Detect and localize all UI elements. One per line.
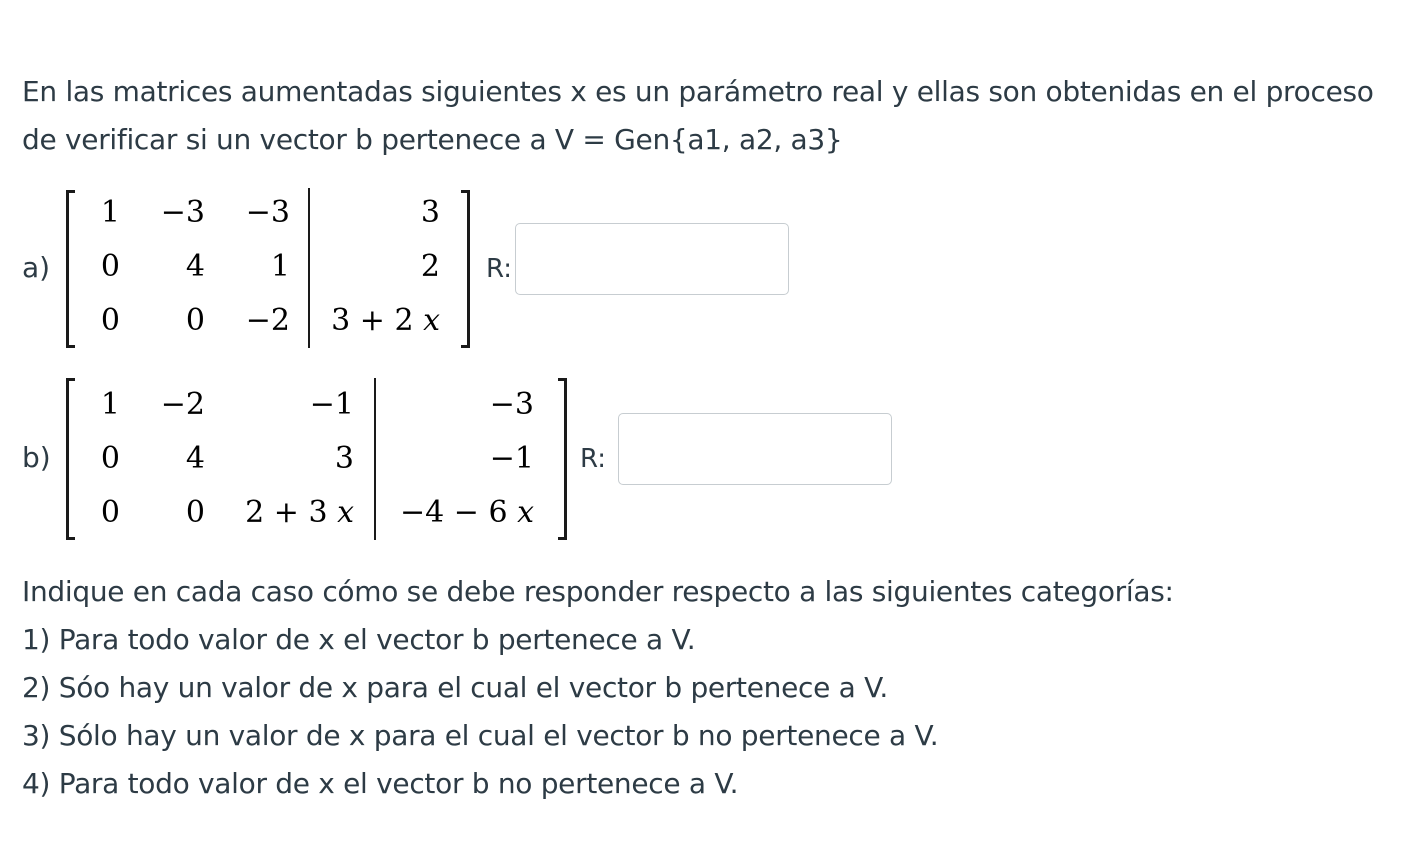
matrix-b-cell: −1: [489, 441, 534, 476]
matrix-a-cell: 4: [185, 249, 205, 284]
problem-statement: [22, 68, 1392, 164]
matrix-a-cell: 0: [100, 249, 120, 284]
matrix-b-cell: −1: [309, 387, 354, 422]
matrix-b-cell: 0: [100, 441, 120, 476]
matrix-a-augment-divider: [308, 188, 310, 348]
matrix-b-right-bracket: [558, 378, 567, 540]
matrix-a-cell: 2: [420, 249, 440, 284]
problem-a-label: a): [22, 251, 51, 284]
matrix-a-cell: 1: [270, 249, 290, 284]
matrix-a-cell: −3: [245, 195, 290, 230]
matrix-b-augment-divider: [374, 378, 376, 540]
matrix-b-cell: −2: [160, 387, 205, 422]
category-option-2: 2) Sóo hay un valor de x para el cual el vector b pertenece a V.: [22, 671, 888, 704]
instructions-heading: Indique en cada caso cómo se debe responder respecto a las siguientes categorías:: [22, 575, 1174, 608]
matrix-a-cell: 3 + 2 x: [331, 303, 440, 338]
matrix-a-cell: 1: [100, 195, 120, 230]
matrix-b-cell: −4 − 6 x: [399, 495, 534, 530]
matrix-a-cell: 0: [185, 303, 205, 338]
problem-b-label: b): [22, 441, 51, 474]
category-option-1: 1) Para todo valor de x el vector b pertenece a V.: [22, 623, 696, 656]
answer-a-input[interactable]: [515, 223, 789, 295]
intro-line-1: En las matrices aumentadas siguientes x es un parámetro real y ellas son obtenidas en el proceso: [22, 75, 1374, 108]
matrix-a-cell: −3: [160, 195, 205, 230]
intro-line-2: de verificar si un vector b pertenece a V = Gen{a1, a2, a3}: [22, 123, 843, 156]
response-a-label: R:: [486, 254, 513, 284]
matrix-b-cell: 0: [185, 495, 205, 530]
response-b-label: R:: [580, 444, 607, 474]
matrix-a-left-bracket: [66, 190, 75, 348]
matrix-b-cell: −3: [489, 387, 534, 422]
category-option-3: 3) Sólo hay un valor de x para el cual el vector b no pertenece a V.: [22, 719, 939, 752]
matrix-a-right-bracket: [461, 190, 470, 348]
category-option-4: 4) Para todo valor de x el vector b no pertenece a V.: [22, 767, 739, 800]
matrix-b-cell: 4: [185, 441, 205, 476]
matrix-b-cell: 0: [100, 495, 120, 530]
answer-b-input[interactable]: [618, 413, 892, 485]
matrix-b-cell: 1: [100, 387, 120, 422]
matrix-a-cell: 3: [420, 195, 440, 230]
matrix-a-cell: 0: [100, 303, 120, 338]
matrix-b-left-bracket: [66, 378, 75, 540]
matrix-b-cell: 3: [334, 441, 354, 476]
instructions: [22, 568, 1392, 808]
matrix-a-cell: −2: [245, 303, 290, 338]
matrix-b-cell: 2 + 3 x: [245, 495, 354, 530]
